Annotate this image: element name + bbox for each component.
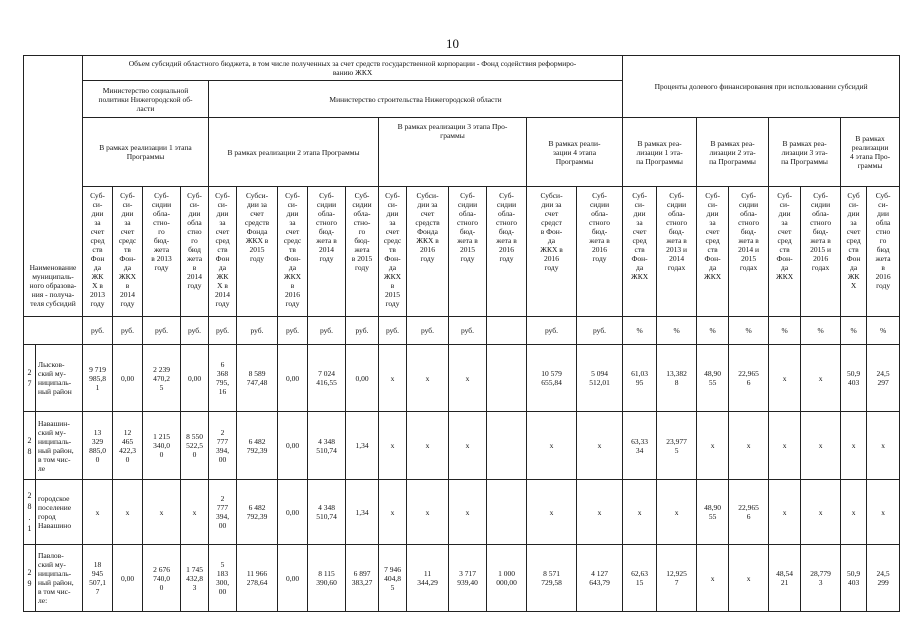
value-cell: 8 589 747,48 — [237, 345, 278, 412]
value-cell: x — [181, 480, 209, 545]
ministry-social-policy-header: Министерство социальной политики Нижегородской об- ласти — [83, 81, 209, 118]
unit-cell: % — [623, 317, 657, 345]
value-cell: x — [379, 345, 407, 412]
value-cell: x — [841, 412, 867, 480]
row-number: 2 8 — [24, 412, 36, 480]
value-cell: 0,00 — [346, 345, 379, 412]
value-cell: 6 368 795, 16 — [209, 345, 237, 412]
value-cell: 0,00 — [278, 545, 308, 612]
value-cell: 4 127 643,79 — [577, 545, 623, 612]
value-cell: 2 239 470,2 5 — [143, 345, 181, 412]
unit-cell: руб. — [143, 317, 181, 345]
stage2-header: В рамках реализации 2 этапа Программы — [209, 118, 379, 187]
value-cell: 4 348 510,74 — [308, 480, 346, 545]
unit-cell: руб. — [113, 317, 143, 345]
value-cell: 61,03 95 — [623, 345, 657, 412]
unit-cell: руб. — [346, 317, 379, 345]
unit-cell: руб. — [237, 317, 278, 345]
unit-cell — [487, 317, 527, 345]
municipality-column-header: Наименование муниципаль- ного образова- ния - получа- теля субсидий — [24, 56, 83, 317]
value-cell: x — [729, 545, 769, 612]
value-cell: x — [527, 412, 577, 480]
unit-cell: % — [697, 317, 729, 345]
value-cell: x — [379, 412, 407, 480]
unit-cell: руб. — [379, 317, 407, 345]
units-label-cell — [24, 317, 83, 345]
value-cell: 23,977 5 — [657, 412, 697, 480]
municipality-name: Павлов- ский му- ниципаль- ный район, в том чис- ле: — [36, 545, 83, 612]
unit-cell: % — [657, 317, 697, 345]
unit-cell: руб. — [577, 317, 623, 345]
value-cell: 10 579 655,84 — [527, 345, 577, 412]
value-cell: 1,34 — [346, 480, 379, 545]
value-cell: 50,9 403 — [841, 345, 867, 412]
value-cell: 11 344,29 — [407, 545, 449, 612]
value-cell: x — [697, 545, 729, 612]
value-cell: 6 482 792,39 — [237, 412, 278, 480]
subcolumn-header: Суб- сидии обла- стно- го бюд- жета в 2013 году — [143, 187, 181, 317]
value-cell — [487, 480, 527, 545]
value-cell: 2 676 740,0 0 — [143, 545, 181, 612]
value-cell: 6 897 383,27 — [346, 545, 379, 612]
value-cell: x — [449, 480, 487, 545]
value-cell: x — [729, 412, 769, 480]
municipality-name: городское поселение город Навашино — [36, 480, 83, 545]
value-cell: 13 329 885,0 0 — [83, 412, 113, 480]
subcolumn-header: Суб- си- дии за счет средс тв Фон- да ЖКХ в 2014 году — [113, 187, 143, 317]
subcolumn-header: Суб- сидии обла- стного бюд- жета в 2016 году — [577, 187, 623, 317]
value-cell: x — [143, 480, 181, 545]
value-cell: 1 215 340,0 0 — [143, 412, 181, 480]
table-row — [24, 412, 900, 480]
subcolumn-header: Суб- сидии обла- стного бюд- жета в 2016 году — [487, 187, 527, 317]
row-number: 2 8 . 1 — [24, 480, 36, 545]
value-cell: 0,00 — [278, 480, 308, 545]
value-cell: 7 024 416,55 — [308, 345, 346, 412]
value-cell: 0,00 — [113, 345, 143, 412]
value-cell: x — [449, 345, 487, 412]
subcolumn-header: Суб- си- дии за счет сред ств Фон да ЖК Х в 2014 году — [209, 187, 237, 317]
value-cell: 9 719 985,8 1 — [83, 345, 113, 412]
unit-cell: руб. — [308, 317, 346, 345]
value-cell: 4 348 510,74 — [308, 412, 346, 480]
value-cell: x — [769, 412, 801, 480]
value-cell: 1,34 — [346, 412, 379, 480]
value-cell: 5 094 512,01 — [577, 345, 623, 412]
value-cell: x — [449, 412, 487, 480]
value-cell: 0,00 — [181, 345, 209, 412]
value-cell: 63,33 34 — [623, 412, 657, 480]
subcolumn-header: Суб- си- дии за счет сред ств Фон- да ЖКХ — [697, 187, 729, 317]
value-cell: x — [769, 480, 801, 545]
value-cell: x — [407, 480, 449, 545]
municipality-name: Лысков- ский му- ниципаль- ный район — [36, 345, 83, 412]
stage3-header: В рамках реализации 3 этапа Про- граммы — [379, 118, 527, 187]
value-cell: 22,965 6 — [729, 345, 769, 412]
value-cell: x — [801, 345, 841, 412]
subcolumn-header: Суб- си- дии обла стно го бюд жета в 2014 году — [181, 187, 209, 317]
pct-stage2-header: В рамках реа- лизации 2 эта- па Программы — [697, 118, 769, 187]
page-number: 10 — [446, 36, 459, 51]
subcolumn-header: Субси- дии за счет средств Фонда ЖКХ в 2015 году — [237, 187, 278, 317]
value-cell: 22,965 6 — [729, 480, 769, 545]
subcolumn-header: Суб- сидии обла- стного бюд- жета в 2014 и 2015 годах — [729, 187, 769, 317]
value-cell: x — [113, 480, 143, 545]
value-cell: 5 183 300, 00 — [209, 545, 237, 612]
value-cell: 1 745 432,8 3 — [181, 545, 209, 612]
subcolumn-header: Суб- сидии обла- стно- го бюд- жета в 2015 году — [346, 187, 379, 317]
value-cell: 0,00 — [113, 545, 143, 612]
value-cell: 62,63 15 — [623, 545, 657, 612]
value-cell: 8 571 729,58 — [527, 545, 577, 612]
table-row — [24, 545, 900, 612]
subcolumn-header: Суб си- дии за счет сред ств Фон да ЖК Х — [841, 187, 867, 317]
unit-cell: руб. — [278, 317, 308, 345]
value-cell: x — [841, 480, 867, 545]
value-cell: 18 945 507,1 7 — [83, 545, 113, 612]
value-cell: 6 482 792,39 — [237, 480, 278, 545]
value-cell: 48,90 55 — [697, 480, 729, 545]
ministry-construction-header: Министерство строительства Нижегородской области — [209, 81, 623, 118]
value-cell: x — [623, 480, 657, 545]
table-row — [24, 345, 900, 412]
subsidy-table — [23, 55, 900, 612]
value-cell: x — [801, 412, 841, 480]
value-cell: 8 550 522,5 0 — [181, 412, 209, 480]
subcolumn-header: Суб- си- дии за счет сред ств Фон- да ЖКХ — [769, 187, 801, 317]
unit-cell: % — [867, 317, 900, 345]
value-cell: x — [577, 480, 623, 545]
subcolumn-header: Суб- сидии обла- стного бюд- жета в 2014 году — [308, 187, 346, 317]
unit-cell: руб. — [449, 317, 487, 345]
unit-cell: руб. — [407, 317, 449, 345]
subcolumn-header: Суб- сидии обла- стного бюд- жета в 2013 и 2014 годах — [657, 187, 697, 317]
value-cell: x — [379, 480, 407, 545]
value-cell: 12 465 422,3 0 — [113, 412, 143, 480]
value-cell: 12,925 7 — [657, 545, 697, 612]
value-cell: x — [801, 480, 841, 545]
value-cell: 24,5 299 — [867, 545, 900, 612]
municipality-name: Навашин- ский му- ниципаль- ный район, в том чис- ле — [36, 412, 83, 480]
value-cell: 28,779 3 — [801, 545, 841, 612]
value-cell: 0,00 — [278, 345, 308, 412]
row-number: 2 7 — [24, 345, 36, 412]
value-cell: x — [83, 480, 113, 545]
value-cell: x — [407, 345, 449, 412]
subsidy-volume-header: Объем субсидий областного бюджета, в том числе полученных за счет средств государственной корпорации - Фонд содействия реформиро- ванию ЖКХ — [83, 56, 623, 81]
unit-cell: % — [841, 317, 867, 345]
value-cell: 48,54 21 — [769, 545, 801, 612]
value-cell — [487, 345, 527, 412]
table-row — [24, 480, 900, 545]
pct-stage1-header: В рамках реа- лизации 1 эта- па Программы — [623, 118, 697, 187]
value-cell: 7 946 404,8 5 — [379, 545, 407, 612]
value-cell: 48,90 55 — [697, 345, 729, 412]
subcolumn-header: Суб- си- дии за счет сред ств Фон да ЖК Х в 2013 году — [83, 187, 113, 317]
unit-cell: % — [729, 317, 769, 345]
pct-stage4-header: В рамках реализации 4 этапа Про- граммы — [841, 118, 900, 187]
stage4-header: В рамках реали- зации 4 этапа Программы — [527, 118, 623, 187]
value-cell: 24,5 297 — [867, 345, 900, 412]
row-number: 2 9 — [24, 545, 36, 612]
value-cell: 1 000 000,00 — [487, 545, 527, 612]
stage1-header: В рамках реализации 1 этапа Программы — [83, 118, 209, 187]
unit-cell: руб. — [527, 317, 577, 345]
value-cell: x — [867, 480, 900, 545]
value-cell: x — [527, 480, 577, 545]
unit-cell: % — [801, 317, 841, 345]
cofinancing-percent-header: Проценты долевого финансирования при использовании субсидий — [623, 56, 900, 118]
subcolumn-header: Субси- дии за счет средств Фонда ЖКХ в 2016 году — [407, 187, 449, 317]
unit-cell: руб. — [83, 317, 113, 345]
unit-cell: руб. — [209, 317, 237, 345]
value-cell: 0,00 — [278, 412, 308, 480]
pct-stage3-header: В рамках реа- лизации 3 эта- па Программы — [769, 118, 841, 187]
value-cell: 2 777 394, 00 — [209, 412, 237, 480]
value-cell: x — [577, 412, 623, 480]
subcolumn-header: Суб- си- дии обла стно го бюд жета в 2016 году — [867, 187, 900, 317]
value-cell: 13,382 8 — [657, 345, 697, 412]
subcolumn-header: Суб- си- дии за счет сред ств Фон- да ЖКХ — [623, 187, 657, 317]
value-cell: 50,9 403 — [841, 545, 867, 612]
subcolumn-header: Суб- сидии обла- стного бюд- жета в 2015 и 2016 годах — [801, 187, 841, 317]
subcolumn-header: Субси- дии за счет средст в Фон- да ЖКХ в 2016 году — [527, 187, 577, 317]
subcolumn-header: Суб- сидии обла- стного бюд- жета в 2015 году — [449, 187, 487, 317]
value-cell: x — [867, 412, 900, 480]
value-cell: x — [657, 480, 697, 545]
subcolumn-header: Суб- си- дии за счет средс тв Фон- да ЖКХ в 2015 году — [379, 187, 407, 317]
unit-cell: % — [769, 317, 801, 345]
value-cell: x — [407, 412, 449, 480]
value-cell — [487, 412, 527, 480]
value-cell: 2 777 394, 00 — [209, 480, 237, 545]
value-cell: x — [697, 412, 729, 480]
value-cell: x — [769, 345, 801, 412]
subcolumn-header: Суб- си- дии за счет средс тв Фон- да ЖКХ в 2016 году — [278, 187, 308, 317]
value-cell: 8 115 390,60 — [308, 545, 346, 612]
value-cell: 3 717 939,40 — [449, 545, 487, 612]
value-cell: 11 966 278,64 — [237, 545, 278, 612]
unit-cell: руб. — [181, 317, 209, 345]
